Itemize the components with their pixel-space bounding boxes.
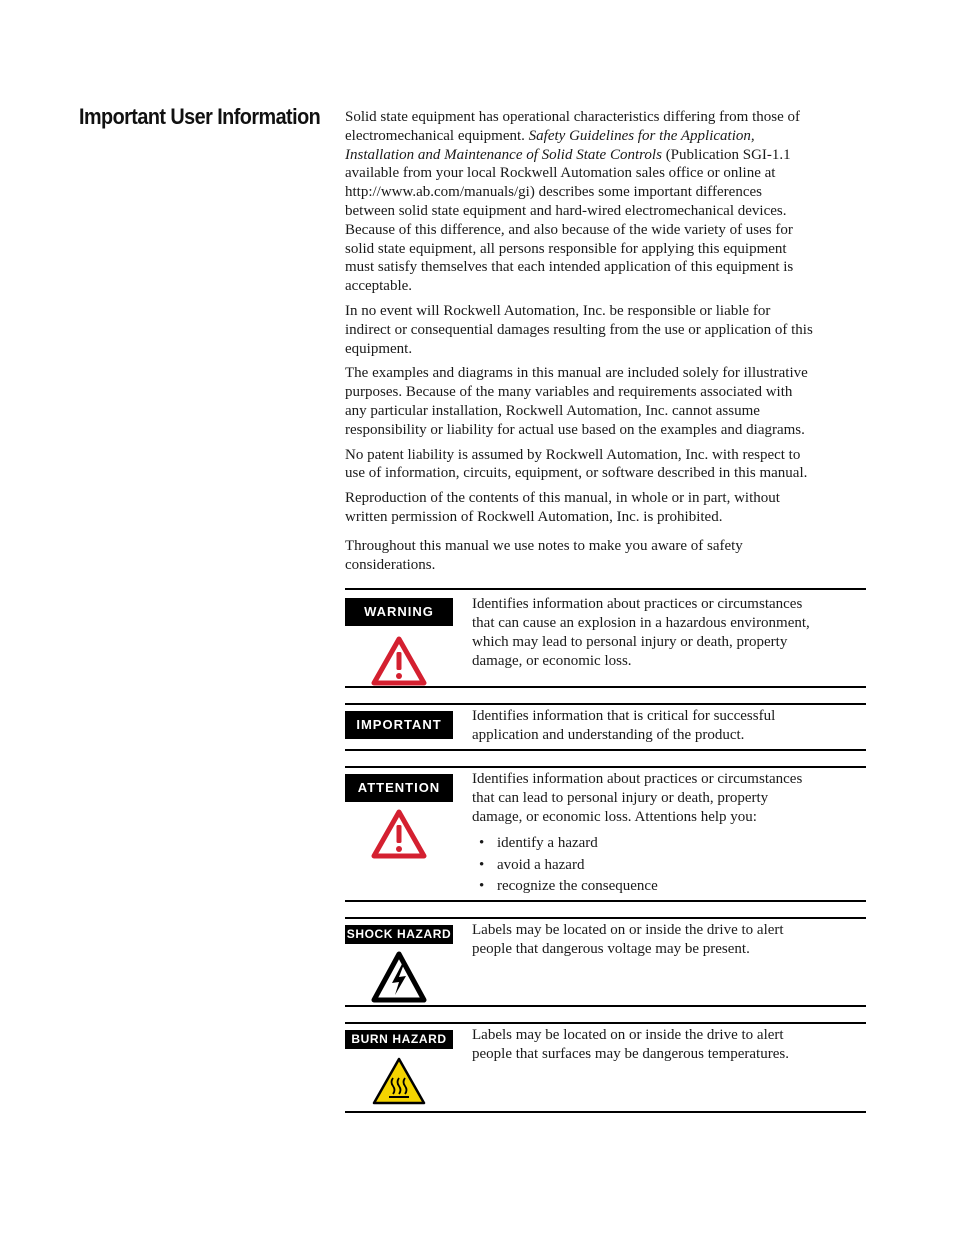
warning-triangle-icon: [371, 636, 427, 686]
paragraph-notes-intro: Throughout this manual we use notes to make you aware of safety considerations.: [345, 537, 743, 573]
attention-notice: [345, 766, 866, 902]
warning-text: Identifies information about practices or circumstances that can cause an explosion in a hazardous environment, which may lead to personal injury or death, property damage, or economic loss.: [472, 596, 810, 669]
warning-label: WARNING: [345, 598, 453, 626]
important-label: IMPORTANT: [345, 711, 453, 739]
publication-title: Safety Guidelines for the Application, Installation and Maintenance of Solid State Controls: [345, 127, 755, 163]
burn-hazard-notice: [345, 1022, 866, 1113]
burn-hazard-text: Labels may be located on or inside the drive to alert people that surfaces may be dangerous temperatures.: [472, 1027, 789, 1062]
shock-hazard-icon: [371, 951, 427, 1003]
list-item: • avoid a hazard: [497, 855, 822, 877]
warning-notice: [345, 588, 866, 688]
shock-hazard-text: Labels may be located on or inside the drive to alert people that dangerous voltage may be present.: [472, 922, 784, 957]
attention-label: ATTENTION: [345, 774, 453, 802]
body-text: [345, 108, 815, 580]
shock-hazard-notice: [345, 917, 866, 1007]
shock-hazard-label: SHOCK HAZARD: [345, 925, 453, 944]
page-title: Important User Information: [79, 104, 321, 129]
attention-text: Identifies information about practices or circumstances that can lead to personal injury or death, property damage, or economic loss. Attentions help you:: [472, 771, 803, 825]
paragraph-liability: In no event will Rockwell Automation, Inc. be responsible or liable for indirect or consequential damages resulting from the use or application of this equipment.: [345, 302, 813, 357]
attention-triangle-icon: [371, 809, 427, 859]
list-item: • recognize the consequence: [497, 876, 822, 898]
important-notice: [345, 703, 866, 751]
important-text: Identifies information that is critical for successful application and understanding of the product.: [472, 708, 776, 743]
paragraph-patent: No patent liability is assumed by Rockwell Automation, Inc. with respect to use of information, circuits, equipment, or software described in this manual.: [345, 446, 808, 482]
safety-notices: [345, 588, 866, 1128]
paragraph-examples: The examples and diagrams in this manual are included solely for illustrative purposes. Because of the many variables and requirements associated with any particular installation, Rockwell Automation, Inc. cannot assume responsibility or liability for actual use based on the examples and diagrams.: [345, 365, 808, 438]
burn-hazard-label: BURN HAZARD: [345, 1030, 453, 1049]
paragraph-reproduction: Reproduction of the contents of this manual, in whole or in part, without written permission of Rockwell Automation, Inc. is prohibited.: [345, 490, 780, 525]
list-item: • identify a hazard: [497, 833, 822, 855]
burn-hazard-icon: [371, 1056, 427, 1106]
paragraph-solid-state: Solid state equipment has operational characteristics differing from those of electromechanical equipment. Safety Guidelines for the Application, Installation and Maintenance of Solid State Controls (Publication SGI-1.1 available from your local Rockwell Automation sales office or online at http://www.ab.com/manuals/gi) describes some important differences between solid state equipment and hard-wired electromechanical devices. Because of this difference, and also because of the wide variety of uses for solid state equipment, all persons responsible for applying this equipment must satisfy themselves that each intended application of this equipment is acceptable.: [345, 109, 801, 295]
attention-bullets: [472, 833, 822, 898]
